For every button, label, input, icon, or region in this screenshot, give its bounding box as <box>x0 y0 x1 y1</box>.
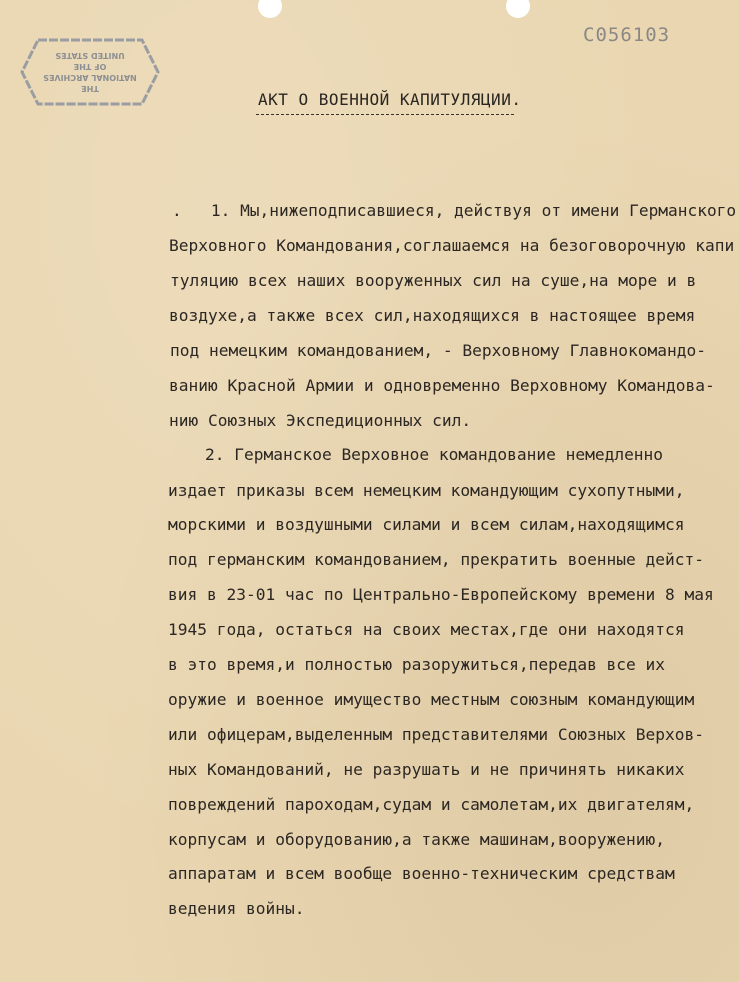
punch-hole <box>258 0 282 18</box>
text-line: 1945 года, остаться на своих местах,где они находятся <box>168 620 685 639</box>
text-line: . 1. Мы,нижеподписавшиеся, действуя от имени Германского <box>172 201 737 220</box>
text-line: повреждений пароходам,судам и самолетам,их двигателям, <box>168 795 695 814</box>
text-line: ванию Красной Армии и одновременно Верховному Командова- <box>169 376 715 395</box>
text-line: оружие и военное имущество местным союзным командующим <box>168 690 695 709</box>
text-line: под немецким командованием, - Верховному Главнокомандо- <box>170 341 707 360</box>
text-line: Верховного Командования,соглашаемся на безоговорочную капи <box>169 236 735 255</box>
stamp-line: OF THE <box>73 62 107 71</box>
document-number: C056103 <box>583 24 671 46</box>
stamp-line: THE <box>81 84 99 93</box>
text-line: под германским командованием, прекратить военные дейст- <box>168 550 705 569</box>
title-underline <box>256 114 514 115</box>
stamp-text <box>20 36 160 108</box>
text-line: ведения войны. <box>168 899 305 918</box>
text-line: 2. Германское Верховное командование немедленно <box>205 445 664 464</box>
text-line: аппаратам и всем вообще военно-техническим средствам <box>168 864 675 883</box>
text-line: туляцию всех наших вооруженных сил на суше,на море и в <box>170 271 697 290</box>
text-line: нию Союзных Экспедиционных сил. <box>169 411 472 430</box>
text-line: корпусам и оборудованию,а также машинам,вооружению, <box>168 830 666 849</box>
text-line: или офицерам,выделенным представителями Союзных Верхов- <box>168 725 705 744</box>
text-line: вия в 23-01 час по Центрально-Европейскому времени 8 мая <box>168 585 714 604</box>
stamp-line: UNITED STATES <box>55 51 125 60</box>
document-title: АКТ О ВОЕННОЙ КАПИТУЛЯЦИИ. <box>258 90 522 109</box>
stamp-line: NATIONAL ARCHIVES <box>43 73 137 82</box>
text-line: ных Командований, не разрушать и не причинять никаких <box>168 760 685 779</box>
archive-stamp <box>20 36 160 108</box>
text-line: издает приказы всем немецким командующим сухопутными, <box>168 481 685 500</box>
text-line: в это время,и полностью разоружиться,передав все их <box>168 655 666 674</box>
text-line: воздухе,а также всех сил,находящихся в настоящее время <box>169 306 696 325</box>
punch-hole <box>506 0 530 18</box>
text-line: морскими и воздушными силами и всем силам,находящимся <box>168 515 685 534</box>
